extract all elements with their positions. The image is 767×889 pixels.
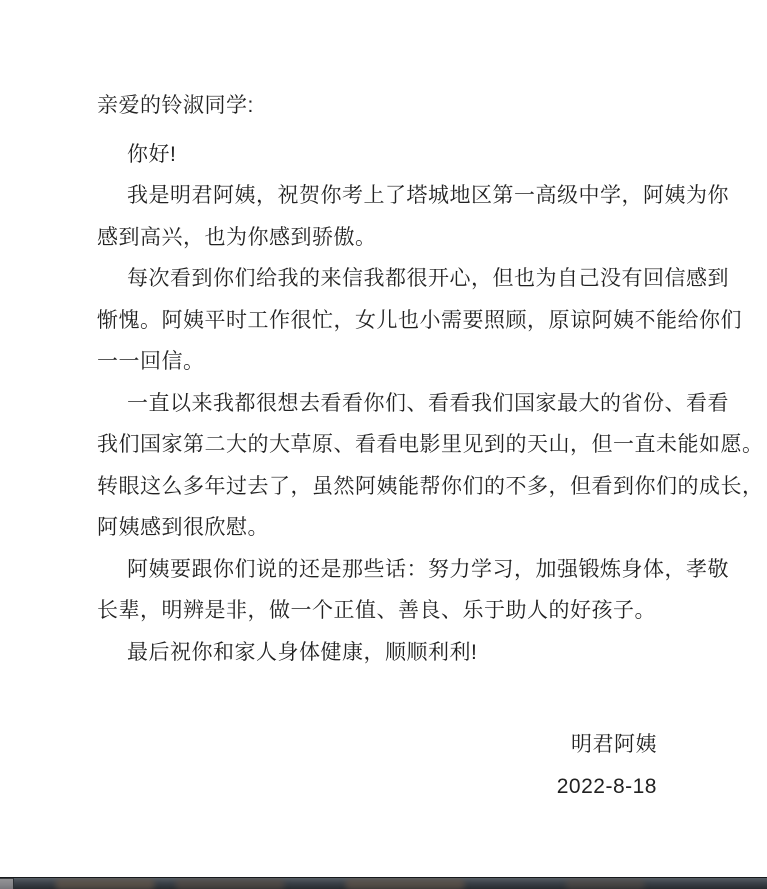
taskbar-smudge xyxy=(345,878,465,889)
letter-line-body: 每次看到你们给我的来信我都很开心，但也为自己没有回信感到 xyxy=(127,267,729,290)
letter-line-body: 转眼这么多年过去了，虽然阿姨能帮你们的不多，但看到你们的成长， xyxy=(97,474,764,498)
letter-line-signature: 明君阿姨 xyxy=(571,733,657,756)
letter-line-body: 我是明君阿姨，祝贺你考上了塔城地区第一高级中学，阿姨为你 xyxy=(127,184,729,207)
letter-line-salutation: 亲爱的铃淑同学: xyxy=(97,94,254,117)
taskbar-smudge xyxy=(565,878,645,889)
letter-line-greeting: 你好! xyxy=(127,142,177,166)
letter-line-closing: 最后祝你和家人身体健康，顺顺利利! xyxy=(127,640,478,664)
taskbar-smudge xyxy=(55,878,155,889)
taskbar-sliver[interactable] xyxy=(0,877,767,889)
letter-line-body: 一直以来我都很想去看看你们、看看我们国家最大的省份、看看 xyxy=(127,391,729,415)
letter-line-body: 阿姨感到很欣慰。 xyxy=(97,516,269,539)
letter-line-date: 2022-8-18 xyxy=(556,774,657,798)
letter-lines xyxy=(97,85,764,807)
letter-line-body: 阿姨要跟你们说的还是那些话：努力学习，加强锻炼身体，孝敬 xyxy=(127,557,729,581)
letter-line-body: 我们国家第二大的大草原、看看电影里见到的天山，但一直未能如愿。 xyxy=(97,433,764,456)
letter-line-body: 一一回信。 xyxy=(97,350,205,373)
letter-line-body: 感到高兴，也为你感到骄傲。 xyxy=(97,225,377,249)
taskbar-smudge xyxy=(175,878,285,889)
taskbar-left-button[interactable] xyxy=(0,878,14,889)
letter-line-body: 长辈，明辨是非，做一个正值、善良、乐于助人的好孩子。 xyxy=(97,599,656,622)
letter-line-body: 惭愧。阿姨平时工作很忙，女儿也小需要照顾，原谅阿姨不能给你们 xyxy=(97,308,742,332)
